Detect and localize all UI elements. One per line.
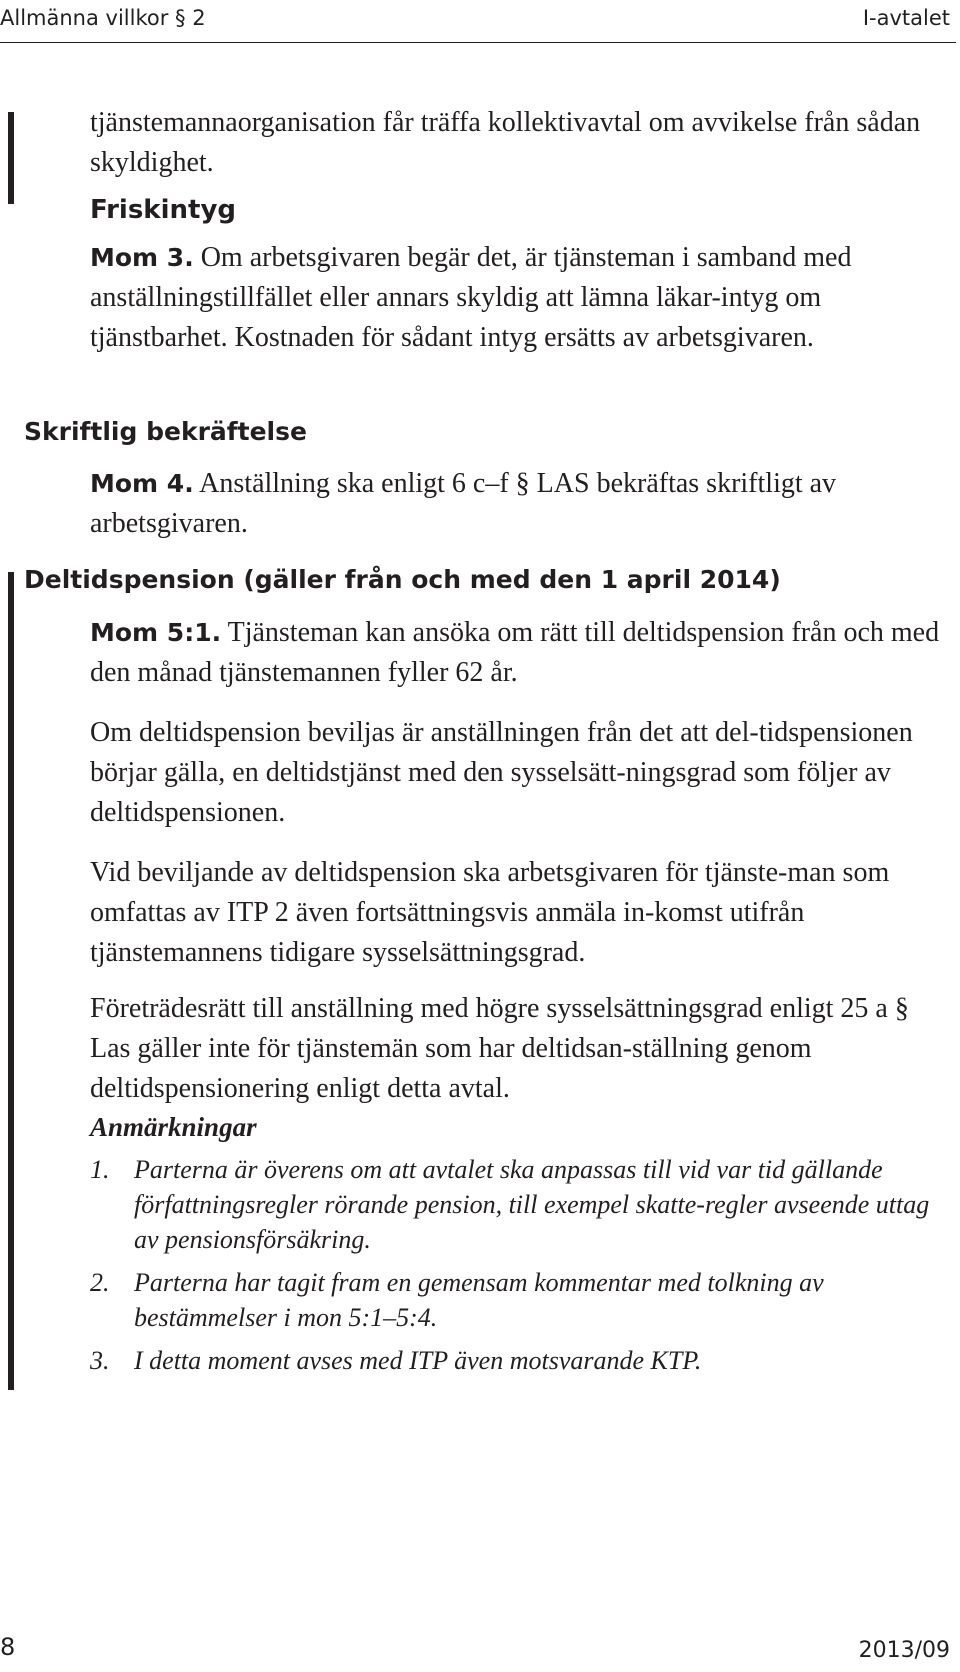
page-number: 8 [0, 1633, 16, 1661]
paragraph-text: Företrädesrätt till anställning med högre sysselsättningsgrad enligt 25 a § Las gäller inte för tjänstemän som har deltidsan-ställning genom deltidspensionering enligt detta avtal. [90, 993, 909, 1104]
note-text: Parterna är överens om att avtalet ska anpassas till vid var tid gällande författningsregler rörande pension, till exempel skatte-regler avseende uttag av pensionsförsäkring. [134, 1155, 930, 1254]
footer-date: 2013/09 [858, 1638, 950, 1663]
section-heading-skriftlig: Skriftlig bekräftelse [24, 417, 307, 446]
header-rule [0, 42, 956, 43]
continued-paragraph [90, 103, 950, 183]
section-heading: Friskintyg [90, 195, 237, 225]
mom-number: Mom 5:1. [90, 618, 222, 647]
note-item [90, 1343, 950, 1378]
section-heading-deltidspension: Deltidspension (gäller från och med den 1 april 2014) [24, 565, 781, 594]
note-number: 2. [90, 1268, 110, 1297]
mom-4 [90, 464, 950, 544]
note-text: I detta moment avses med ITP även motsvarande KTP. [134, 1346, 702, 1375]
header-document-title: I-avtalet [862, 6, 950, 30]
mom-text: Tjänsteman kan ansöka om rätt till deltidspension från och med den månad tjänstemannen fyller 62 år. [90, 617, 940, 688]
paragraph-text: Vid beviljande av deltidspension ska arbetsgivaren för tjänste-man som omfattas av ITP 2 även fortsättningsvis anmäla in-komst utifrån tjänstemannens tidigare sysselsättningsgrad. [90, 857, 890, 968]
notes-list [90, 1152, 950, 1386]
mom-text: Om arbetsgivaren begär det, är tjänsteman i samband med anställningstillfället eller annars skyldig att lämna läkar-intyg om tjänstbarhet. Kostnaden för sådant intyg ersätts av arbetsgivaren. [90, 242, 852, 353]
mom-3 [90, 238, 950, 358]
note-number: 3. [90, 1346, 110, 1375]
paragraph-vid-beviljande [90, 853, 950, 973]
note-item [90, 1265, 950, 1335]
change-bar-main [8, 572, 14, 1390]
paragraph-beviljas [90, 713, 950, 833]
notes-heading: Anmärkningar [90, 1112, 257, 1142]
paragraph-text: tjänstemannaorganisation får träffa kollektivavtal om avvikelse från sådan skyldighet. [90, 107, 921, 178]
header-section-title: Allmänna villkor § 2 [0, 6, 206, 30]
note-number: 1. [90, 1155, 110, 1184]
note-text: Parterna har tagit fram en gemensam kommentar med tolkning av bestämmelser i mon 5:1–5:4. [134, 1268, 824, 1332]
mom-number: Mom 3. [90, 243, 194, 272]
change-bar-top [8, 112, 14, 204]
mom-5-1 [90, 613, 950, 693]
section-friskintyg [90, 190, 950, 230]
mom-text: Anställning ska enligt 6 c–f § LAS bekräftas skriftligt av arbetsgivaren. [90, 468, 837, 539]
mom-number: Mom 4. [90, 469, 194, 498]
paragraph-foretradesratt [90, 989, 950, 1109]
note-item [90, 1152, 950, 1257]
running-header [0, 0, 960, 46]
paragraph-text: Om deltidspension beviljas är anställningen från det att del-tidspensionen börjar gälla, en deltidstjänst med den sysselsätt-ningsgrad som följer av deltidspensionen. [90, 717, 913, 828]
